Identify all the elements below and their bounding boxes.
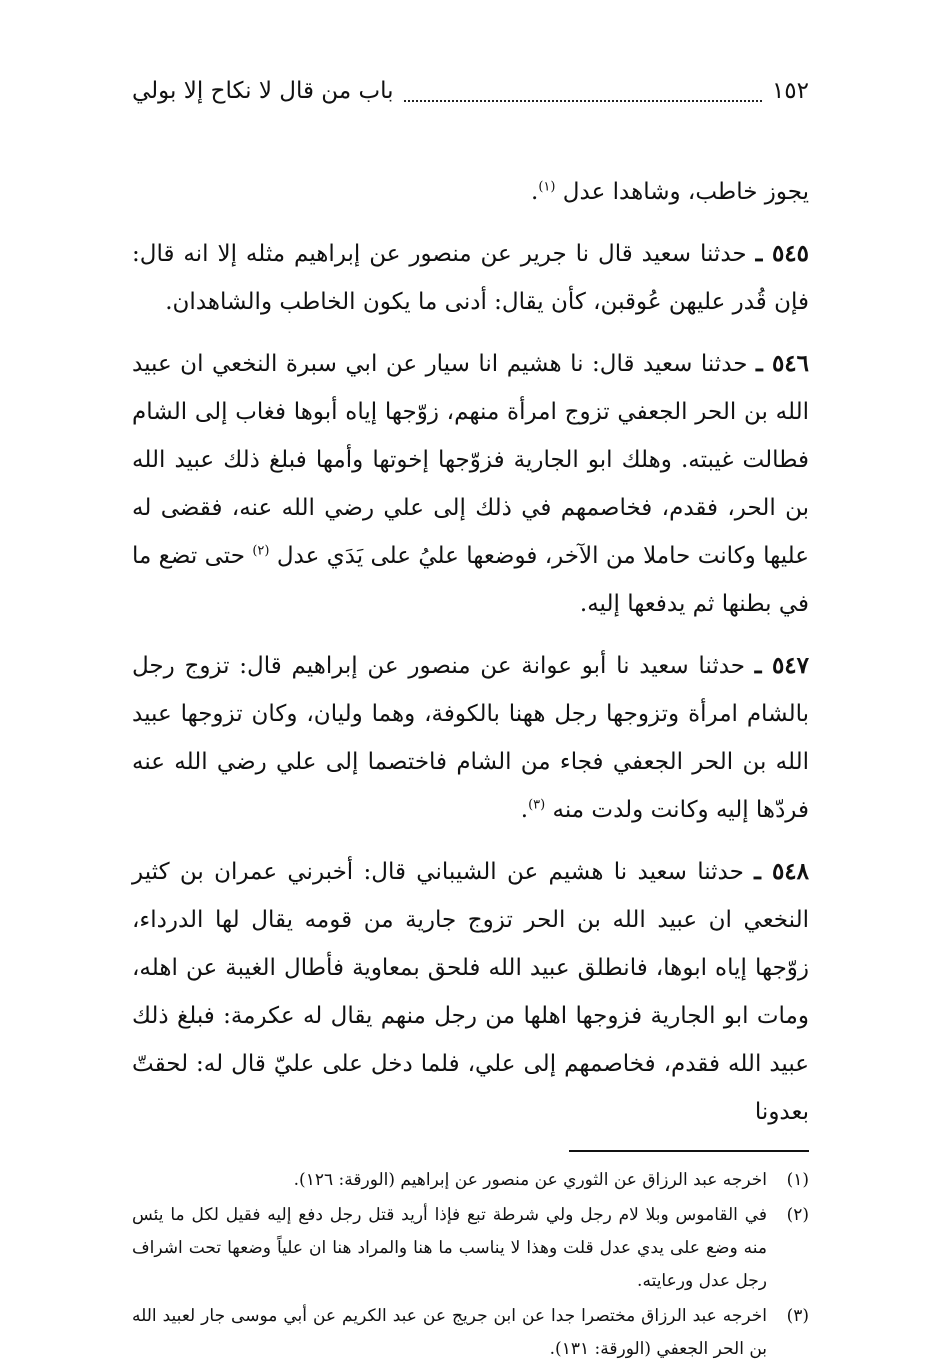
paragraph-545	[132, 230, 809, 326]
footnote-1	[132, 1164, 809, 1197]
paragraph-text: حدثنا سعيد قال: نا هشيم انا سيار عن ابي سبرة النخعي ان عبيد الله بن الحر الجعفي تزوج امرأة منهم، زوّجها إياه أبوها فغاب إلى الشام فطالت غيبته. وهلك ابو الجارية فزوّجها إخوتها وأمها فبلغ ذلك عبيد الله بن الحر، فقدم، فخاصمهم في ذلك إلى علي رضي الله عنه، فقضى له عليها وكانت حاملا من الآخر، فوضعها عليُ على يَدَي عدل	[132, 351, 809, 569]
hadith-number: ٥٤٧ ـ	[754, 652, 809, 679]
paragraph-548	[132, 848, 809, 1136]
hadith-number: ٥٤٥ ـ	[755, 240, 809, 267]
footnote-2	[132, 1199, 809, 1298]
footnote-text: في القاموس وبلا لام رجل ولي شرطة تبع فإذا أريد قتل رجل دفع إليه فقيل لكل ما يئس منه وضع على يدي عدل قلت وهذا لا يناسب ما هنا والمراد هنا ان علياً وضعها تحت اشراف رجل عدل ورعايته.	[132, 1205, 767, 1291]
footnote-3	[132, 1300, 809, 1366]
footnote-separator	[569, 1150, 809, 1152]
footnote-number: (٣)	[786, 1306, 809, 1326]
footnote-ref: (٣)	[528, 797, 546, 813]
paragraph-tail: .	[520, 797, 529, 823]
footnote-number: (١)	[786, 1170, 809, 1190]
paragraph-546	[132, 340, 809, 628]
paragraph-547	[132, 642, 809, 834]
footnotes	[132, 1164, 809, 1366]
paragraph-continuation	[132, 168, 809, 216]
page-number: ١٥٢	[771, 78, 809, 104]
chapter-title: باب من قال لا نكاح إلا بولي	[132, 78, 394, 104]
header-dotted-leader	[404, 100, 762, 102]
footnote-ref: (٢)	[252, 543, 270, 559]
paragraph-text: حدثنا سعيد نا أبو عوانة عن منصور عن إبراهيم قال: تزوج رجل بالشام امرأة وتزوجها رجل ههنا بالكوفة، وهما وليان، وكان تزوجها عبيد الله بن الحر الجعفي فجاء من الشام فاختصما إلى علي رضي الله عنه فردّها إليه وكانت ولدت منه	[132, 653, 809, 823]
paragraph-text: يجوز خاطب، وشاهدا عدل	[562, 179, 809, 205]
hadith-number: ٥٤٨ ـ	[754, 858, 809, 885]
paragraph-text: حدثنا سعيد قال نا جرير عن منصور عن إبراهيم مثله إلا انه قال: فإن قُدر عليهن عُوقبن، كأن يقال: أدنى ما يكون الخاطب والشاهدان.	[132, 241, 809, 315]
hadith-number: ٥٤٦ ـ	[756, 350, 810, 377]
footnote-ref: (١)	[538, 179, 556, 195]
page-header	[132, 78, 809, 118]
paragraph-text: حدثنا سعيد نا هشيم عن الشيباني قال: أخبرني عمران بن كثير النخعي ان عبيد الله بن الحر تزوج جارية من قومه يقال لها الدرداء، زوّجها إياه ابوها، فانطلق عبيد الله فلحق بمعاوية فأطال الغيبة عن اهله، ومات ابو الجارية فزوجها اهلها من رجل منهم يقال له عكرمة: فبلغ ذلك عبيد الله فقدم، فخاصمهم إلى علي، فلما دخل على عليّ قال له: لحقتّ بعدونا	[132, 859, 809, 1125]
footnote-text: اخرجه عبد الرزاق مختصرا جدا عن ابن جريج عن عبد الكريم عن أبي موسى جار لعبيد الله بن الحر الجعفي (الورقة: ١٣١).	[132, 1306, 767, 1359]
footnote-text: اخرجه عبد الرزاق عن الثوري عن منصور عن إبراهيم (الورقة: ١٢٦).	[293, 1170, 767, 1190]
footnote-number: (٢)	[786, 1205, 809, 1225]
paragraph-tail: .	[531, 179, 539, 205]
paragraph-tail: حتى تضع ما في بطنها ثم يدفعها إليه.	[132, 543, 809, 617]
